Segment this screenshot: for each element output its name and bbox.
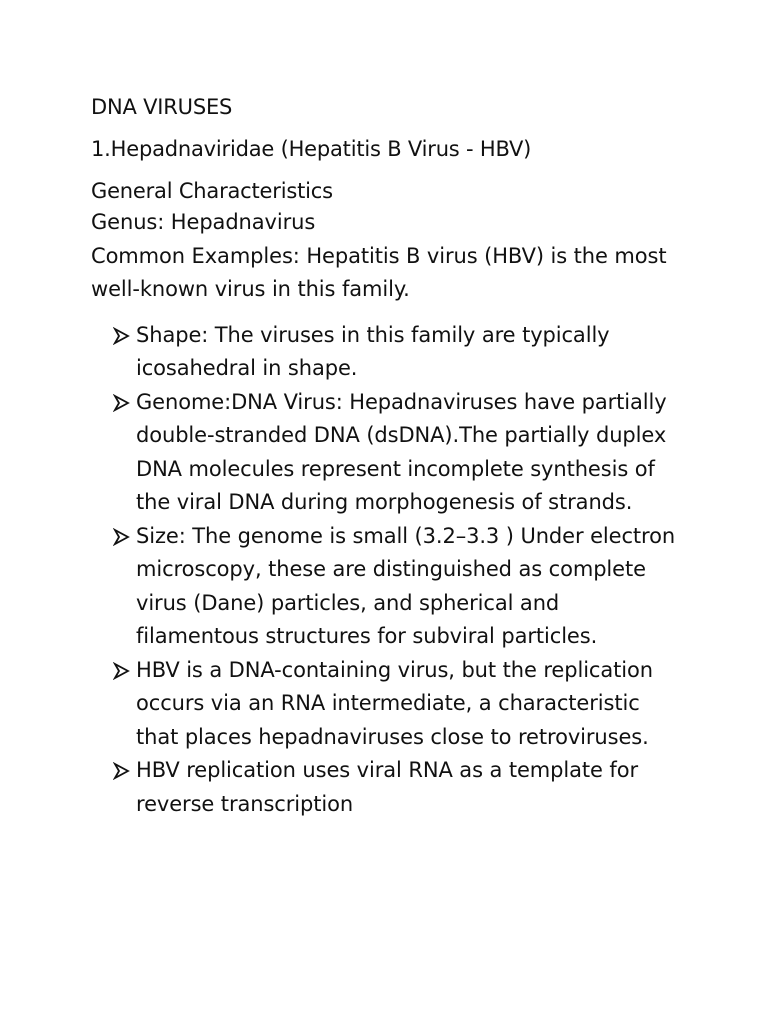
- document-title: DNA VIRUSES: [91, 95, 233, 119]
- list-item: [113, 754, 678, 821]
- arrow-bullet-icon: [113, 662, 131, 680]
- list-item: [113, 319, 678, 386]
- bullet-text: Genome:DNA Virus: Hepadnaviruses have partially double-stranded DNA (dsDNA).The partially duplex DNA molecules represent incomplete synthesis of the viral DNA during morphogenesis of strands.: [136, 389, 667, 514]
- examples-paragraph: Common Examples: Hepatitis B virus (HBV) is the most well-known virus in this family.: [91, 243, 667, 301]
- characteristics-list: [91, 319, 678, 822]
- bullet-text: Size: The genome is small (3.2–3.3 ) Under electron microscopy, these are distinguished as complete virus (Dane) particles, and spherical and filamentous structures for subviral particles.: [136, 523, 676, 648]
- section-heading: General Characteristics: [91, 179, 333, 203]
- genus-line: Genus: Hepadnavirus: [91, 210, 316, 234]
- list-item: [113, 654, 678, 755]
- bullet-text: Shape: The viruses in this family are typically icosahedral in shape.: [136, 322, 610, 380]
- arrow-bullet-icon: [113, 762, 131, 780]
- bullet-text: HBV replication uses viral RNA as a template for reverse transcription: [136, 758, 638, 816]
- bullet-text: HBV is a DNA-containing virus, but the replication occurs via an RNA intermediate, a characteristic that places hepadnaviruses close to retroviruses.: [136, 657, 653, 749]
- arrow-bullet-icon: [113, 394, 131, 412]
- list-item: [113, 386, 678, 520]
- document-subtitle: 1.Hepadnaviridae (Hepatitis B Virus - HBV): [91, 137, 532, 161]
- list-item: [113, 520, 678, 654]
- arrow-bullet-icon: [113, 327, 131, 345]
- arrow-bullet-icon: [113, 528, 131, 546]
